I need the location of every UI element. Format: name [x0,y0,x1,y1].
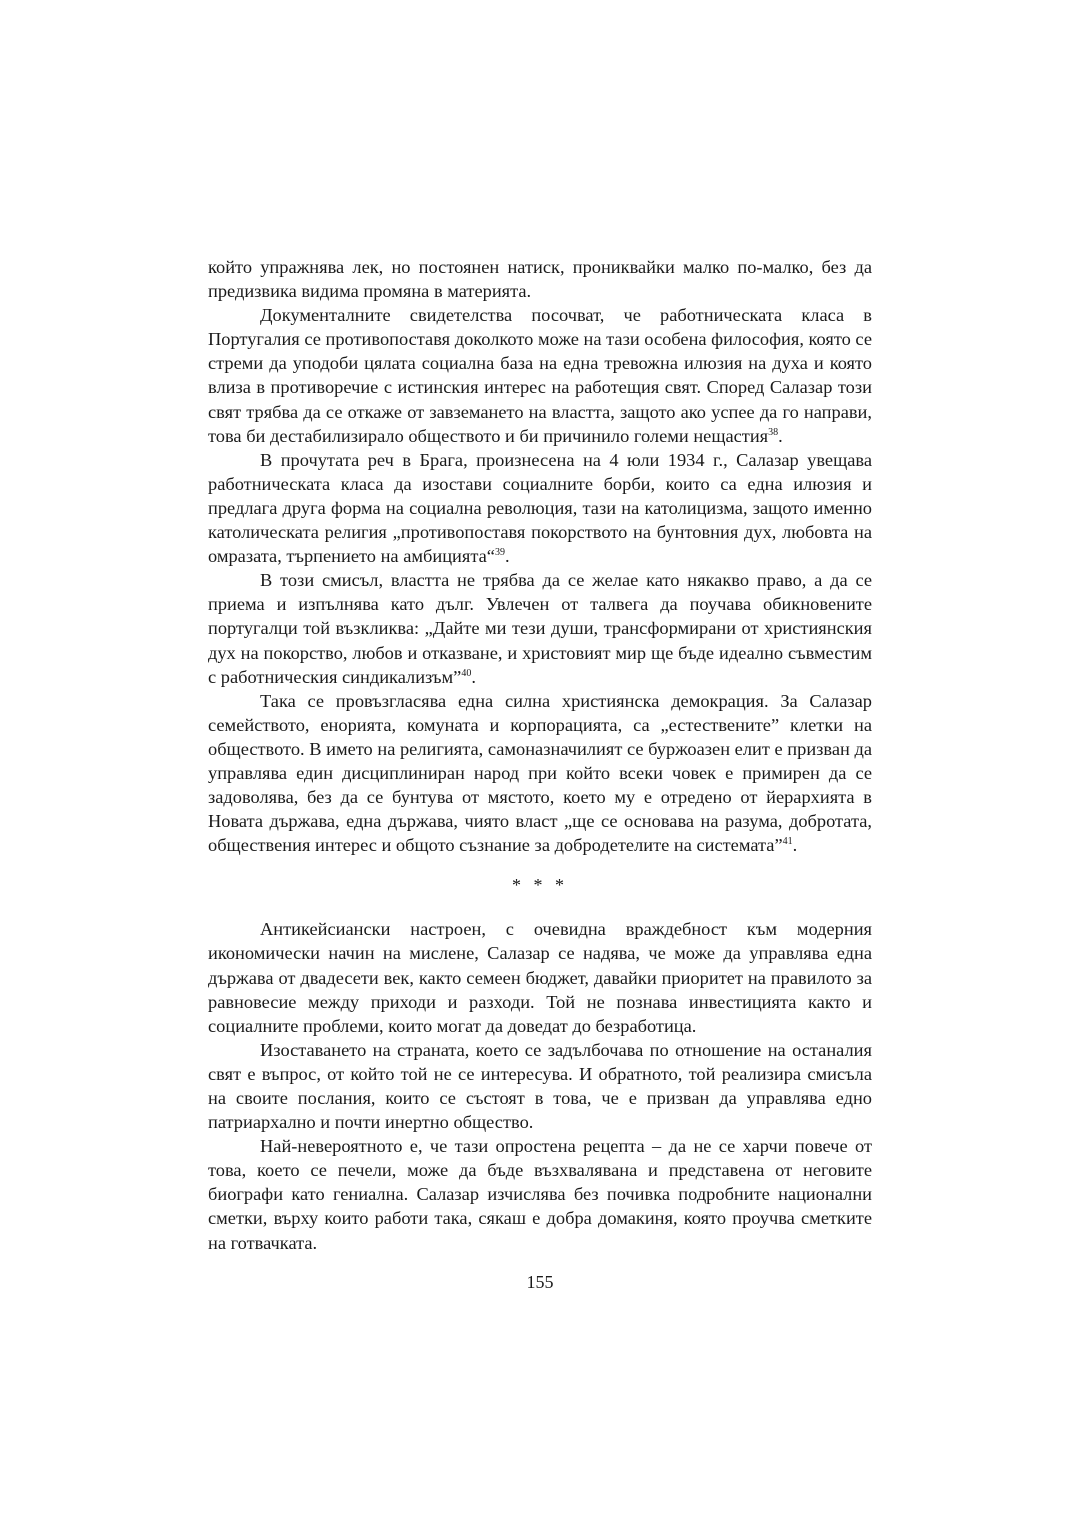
paragraph-4-text: В този смисъл, властта не трябва да се желае като някакво право, а да се приема и изпълнява като дълг. Увлечен от талвега да поучава обикновените португалци той възкликва: „Дайте ми тези души, трансформирани от християнския дух на покорство, любов и отказване, и христовият мир ще бъде идеално съвместим с работническия синдикализъм” [208,570,872,687]
paragraph-2-text: Документалните свидетелства посочват, че работническата класа в Португалия се противопоставя доколкото може на тази особена философия, която се стреми да уподоби цялата социална база на една тревожна илюзия на духа и която влиза в противоречие с истинския интерес на работещия свят. Според Салазар този свят трябва да се откаже от завземането на властта, защото ако успее да го направи, това би дестабилизирало обществото и би причинило големи нещастия [208,305,872,446]
section-separator: * * * [512,875,568,896]
paragraph-5-text: Така се провъзгласява една силна християнска демокрация. За Салазар семейството, енорията, комуната и корпорацията, са „естествените” клетки на обществото. В името на религията, самоназначилият се буржоазен елит е призван да управлява един дисциплиниран народ при който всеки човек е примирен да се задоволява, без да се бунтува от мястото, което му е отредено от йерархията в Новата държава, една държава, чиято власт „ще се основава на разума, добротата, обществения интерес и общото съзнание за добродетелите на системата” [208,690,872,856]
paragraph-7 [208,1038,872,1134]
paragraph-2-tail: . [778,425,783,446]
paragraph-4 [208,568,872,688]
paragraph-6 [208,917,872,1037]
paragraph-5 [208,689,872,858]
footnote-ref-39[interactable]: 39 [494,547,505,558]
paragraph-3-text: В прочутата реч в Брага, произнесена на 4 юли 1934 г., Салазар увещава работническата класа да изостави социалните борби, които са една илюзия и предлага друга форма на социална революция, тази на католицизма, защото именно католическата религия „противопоставя покорството на бунтовния дух, любовта на омразата, търпението на амбицията“ [208,449,872,567]
paragraph-5-tail: . [792,835,798,856]
paragraph-8-text: Най-невероятното е, че тази опростена рецепта – да не се харчи повече от това, което се печели, може да бъде възхвалявана и представена от неговите биографи като гениална. Салазар изчислява без почивка подробните национални сметки, върху които работи така, сякаш е добра домакиня, която проучва сметките на готвачката. [208,1136,872,1253]
paragraph-7-text: Изоставането на страната, което се задълбочава по отношение на останалия свят е въпрос, от който той не се интересува. И обратното, той реализира смисъла на своите послания, които се състоят в това, че е призван да управлява едно патриархално и почти инертно общество. [208,1039,872,1133]
page-body [208,255,872,1255]
footnote-ref-41[interactable]: 41 [782,836,793,848]
paragraph-3-tail: . [504,546,510,567]
paragraph-1-text: който упражнява лек, но постоянен натиск, прониквайки малко по-малко, без да предизвика видима промяна в материята. [208,257,872,302]
page-number: 155 [526,1272,554,1292]
paragraph-1 [208,255,872,303]
paragraph-3 [208,448,872,568]
paragraph-2 [208,303,872,448]
footnote-ref-40[interactable]: 40 [461,667,472,679]
paragraph-8 [208,1134,872,1254]
footnote-ref-38[interactable]: 38 [768,426,779,438]
paragraph-4-tail: . [471,666,476,687]
paragraph-6-text: Антикейсиански настроен, с очевидна враждебност към модерния икономически начин на мислене, Салазар се надява, че може да управлява една държава от двадесети век, както семеен бюджет, давайки приоритет на правилото за равновесие между приходи и разходи. Той не познава инвестицията както и социалните проблеми, които могат да доведат до безработица. [208,919,872,1036]
